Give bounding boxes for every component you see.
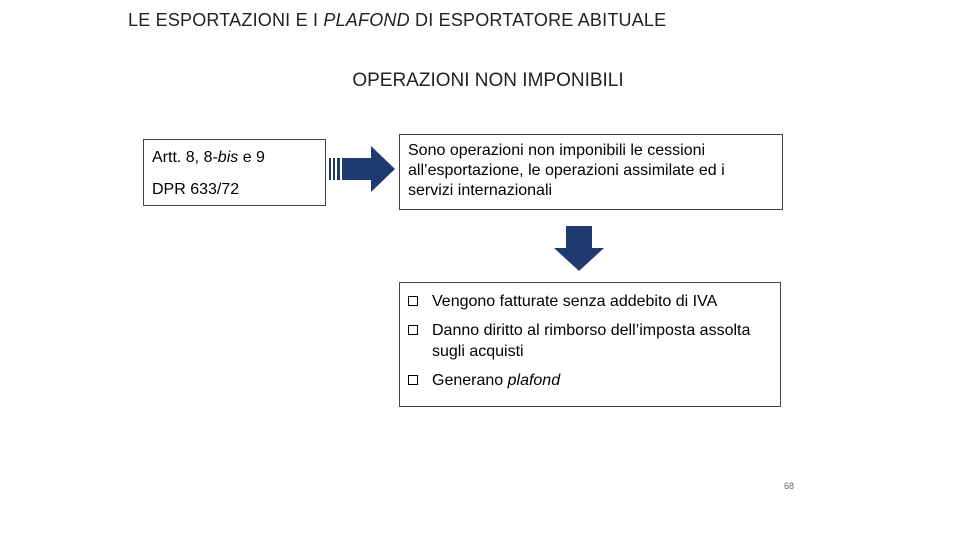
list-item bbox=[408, 291, 772, 312]
checkbox-bullet-icon bbox=[408, 370, 432, 391]
checkbox-bullet-icon bbox=[408, 291, 432, 312]
striped-right-arrow-icon bbox=[329, 144, 397, 194]
list-item-text: Vengono fatturate senza addebito di IVA bbox=[432, 293, 718, 310]
list-item bbox=[408, 370, 772, 391]
consequences-box bbox=[399, 282, 781, 407]
title-italic-word: PLAFOND bbox=[323, 10, 410, 30]
definition-box bbox=[399, 134, 783, 210]
list-item-text: Generano plafond bbox=[432, 372, 561, 389]
slide-title: LE ESPORTAZIONI E I PLAFOND DI ESPORTATORE ABITUALE bbox=[128, 10, 667, 30]
page-number: 68 bbox=[784, 481, 795, 491]
checkbox-bullet-icon bbox=[408, 320, 432, 362]
list-item bbox=[408, 320, 772, 362]
definition-text: Sono operazioni non imponibili le cessioni all’esportazione, le operazioni assimilate ed i servizi internazionali bbox=[408, 142, 725, 199]
list-item-text: Danno diritto al rimborso dell’imposta assolta sugli acquisti bbox=[432, 322, 751, 360]
down-arrow-icon bbox=[553, 226, 605, 272]
legal-reference-box bbox=[143, 139, 326, 206]
legal-reference-articles: Artt. 8, 8-bis e 9 bbox=[152, 149, 265, 166]
slide-subtitle: OPERAZIONI NON IMPONIBILI bbox=[352, 70, 624, 91]
legal-reference-decree: DPR 633/72 bbox=[152, 181, 240, 198]
